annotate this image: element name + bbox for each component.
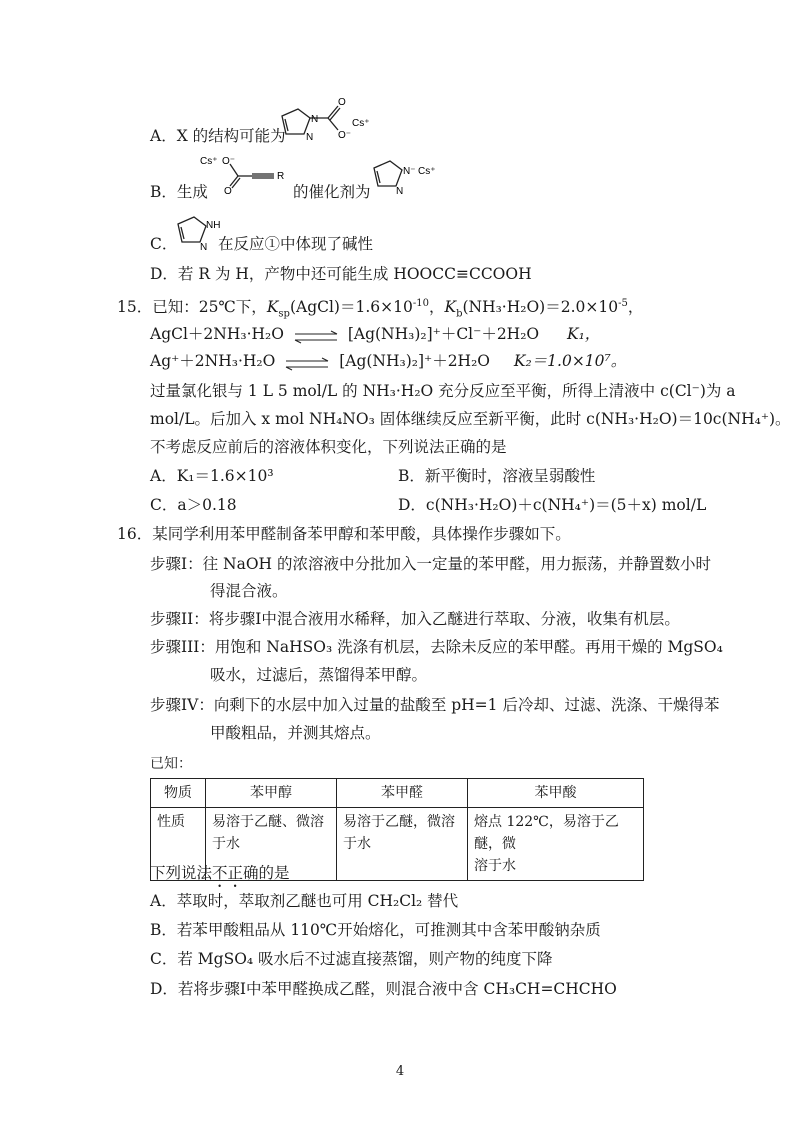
equilibrium-arrow-icon xyxy=(293,328,339,342)
ksp-subscript: sp xyxy=(278,308,290,320)
q15-option-d xyxy=(398,494,706,516)
q15-option-c-text: C．a＞0.18 xyxy=(150,496,237,514)
cesium-propiolate-structure xyxy=(200,152,292,196)
q16-option-b-text: B．若苯甲酸粗品从 110℃开始熔化，可推测其中含苯甲酸钠杂质 xyxy=(150,921,601,939)
q15-number: 15． xyxy=(117,298,153,317)
q15-equation-2 xyxy=(150,350,626,372)
o-minus-label: O⁻ xyxy=(338,130,352,141)
q16-step3-text: 步骤III：用饱和 NaHSO₃ 洗涤有机层，去除未反应的苯甲醛。再用干燥的 MgSO₄ xyxy=(150,638,723,656)
nh-label: NH xyxy=(206,220,221,231)
table-header-cell: 苯甲醇 xyxy=(206,779,337,808)
eq1-products: [Ag(NH₃)₂]⁺＋Cl⁻＋2H₂O xyxy=(347,325,540,343)
q16-step1-line2 xyxy=(210,580,288,602)
q14-option-d xyxy=(150,263,532,285)
q14-option-a xyxy=(150,125,286,147)
q14-option-c-prefix-text: C． xyxy=(150,235,178,253)
q16-question xyxy=(150,862,290,891)
q14-option-b-mid-text: 的催化剂为 xyxy=(293,183,371,201)
q16-question-emphasis: 不正 xyxy=(212,864,244,882)
equilibrium-arrow-icon xyxy=(284,355,330,369)
q15-body-1 xyxy=(150,380,736,402)
q16-option-a xyxy=(150,890,458,912)
q16-option-c xyxy=(150,948,553,970)
q15-option-a xyxy=(150,465,274,487)
q15-body-3 xyxy=(150,436,507,458)
separator: ， xyxy=(627,298,644,317)
q15-option-b xyxy=(398,465,595,487)
q16-step3-cont: 吸水，过滤后，蒸馏得苯甲醇。 xyxy=(210,666,428,684)
q16-option-a-text: A．萃取时，萃取剂乙醚也可用 CH₂Cl₂ 替代 xyxy=(150,892,459,910)
ksp-symbol: K xyxy=(266,298,279,317)
q15-option-a-text: A．K₁＝1.6×10³ xyxy=(150,467,274,485)
q14-option-b-mid xyxy=(293,181,371,203)
table-header-cell: 苯甲酸 xyxy=(468,779,644,808)
cs-plus-label: Cs⁺ xyxy=(200,156,218,167)
table-header-cell: 苯甲醛 xyxy=(337,779,468,808)
cell-line: 于水 xyxy=(212,836,240,852)
eq1-reactants: AgCl＋2NH₃·H₂O xyxy=(150,325,284,343)
pyrazole-carboxylate-structure xyxy=(268,96,383,146)
q16-option-d xyxy=(150,978,617,1000)
q15-body-3-text: 不考虑反应前后的溶液体积变化，下列说法正确的是 xyxy=(150,438,507,456)
pyrazolide-cesium-structure xyxy=(368,152,440,196)
known-label xyxy=(150,753,192,775)
eq1-k: K₁， xyxy=(567,325,601,343)
q16-step1-cont: 得混合液。 xyxy=(210,582,288,600)
q16-step4-line2 xyxy=(210,722,381,744)
n-label: N xyxy=(306,132,314,143)
q16-step3-line2 xyxy=(210,664,427,686)
pyrazole-structure xyxy=(172,208,222,252)
q15-condition: 已知：25℃下， xyxy=(152,298,267,317)
cell-line: 于水 xyxy=(343,836,371,852)
q14-option-c xyxy=(218,233,373,255)
n-label: N xyxy=(200,242,208,252)
known-label-text: 已知： xyxy=(150,756,192,772)
q15-option-b-text: B．新平衡时，溶液呈弱酸性 xyxy=(398,467,596,485)
table-row-label: 性质 xyxy=(151,808,206,881)
kb-symbol: K xyxy=(444,298,457,317)
q14-option-d-text: D．若 R 为 H，产物中还可能生成 HOOCC≡CCOOH xyxy=(150,265,532,283)
q16-step3-line1 xyxy=(150,636,723,658)
q15-option-c xyxy=(150,494,237,516)
q16-question-post: 确的是 xyxy=(243,864,290,882)
n-minus-label: N⁻ xyxy=(403,166,416,177)
table-header-row xyxy=(151,779,644,808)
q16-step2 xyxy=(150,608,680,630)
page-number: 4 xyxy=(395,1064,405,1079)
cell-line: 易溶于乙醚、微溶 xyxy=(212,814,324,830)
kb-exponent: -5 xyxy=(618,298,628,309)
q16-option-b xyxy=(150,919,601,941)
q15-equation-1 xyxy=(150,323,600,345)
q14-option-c-text: 在反应①中体现了碱性 xyxy=(218,235,374,253)
q14-option-a-text: A．X 的结构可能为 xyxy=(150,127,286,145)
q16-step4-cont: 甲酸粗品，并测其熔点。 xyxy=(210,724,381,742)
agcl-ksp-value: (AgCl)＝1.6×10 xyxy=(289,298,413,317)
table-cell xyxy=(468,808,644,881)
q16-intro-text: 某同学利用苯甲醛制备苯甲醇和苯甲酸，具体操作步骤如下。 xyxy=(152,525,571,543)
o-label: O xyxy=(224,186,232,196)
q15-body-2-text: mol/L。后加入 x mol NH₄NO₃ 固体继续反应至新平衡，此时 c(NH₃·H₂O)＝10c(NH₄⁺)。 xyxy=(150,410,791,428)
q16-step1-text: 步骤I：往 NaOH 的浓溶液中分批加入一定量的苯甲醛，用力振荡，并静置数小时 xyxy=(150,555,712,573)
q14-option-b-prefix: B．生成 xyxy=(150,183,208,201)
q16-intro xyxy=(117,523,571,545)
eq2-products: [Ag(NH₃)₂]⁺＋2H₂O xyxy=(339,352,490,370)
separator: ， xyxy=(428,298,445,317)
table-header-cell: 物质 xyxy=(151,779,206,808)
kb-subscript: b xyxy=(456,308,463,320)
cell-line: 溶于水 xyxy=(474,858,516,874)
n-label: N xyxy=(311,114,319,125)
q16-question-pre: 下列说法 xyxy=(150,864,213,882)
o-label: O xyxy=(338,97,346,108)
kb-value: (NH₃·H₂O)＝2.0×10 xyxy=(462,298,619,317)
q16-step4-text: 步骤IV：向剩下的水层中加入过量的盐酸至 pH=1 后冷却、过滤、洗涤、干燥得苯 xyxy=(150,696,720,714)
n-label: N xyxy=(396,186,404,196)
q16-step2-text: 步骤II：将步骤I中混合液用水稀释，加入乙醚进行萃取、分液，收集有机层。 xyxy=(150,610,680,628)
cell-line: 易溶于乙醚，微溶 xyxy=(343,814,455,830)
q16-option-c-text: C．若 MgSO₄ 吸水后不过滤直接蒸馏，则产物的纯度下降 xyxy=(150,950,553,968)
q15-body-2 xyxy=(150,408,791,430)
agcl-exponent: -10 xyxy=(412,298,429,309)
q16-option-d-text: D．若将步骤I中苯甲醛换成乙醛，则混合液中含 CH₃CH=CHCHO xyxy=(150,980,617,998)
q16-number: 16． xyxy=(117,525,153,543)
q15-line1 xyxy=(117,293,643,325)
eq2-reactants: Ag⁺＋2NH₃·H₂O xyxy=(150,352,276,370)
table-cell xyxy=(337,808,468,881)
q15-option-d-text: D．c(NH₃·H₂O)＋c(NH₄⁺)＝(5＋x) mol/L xyxy=(398,496,707,514)
cell-line: 熔点 122℃，易溶于乙醚，微 xyxy=(474,814,619,852)
cs-plus-label: Cs⁺ xyxy=(352,118,370,129)
o-minus-label: O⁻ xyxy=(222,156,236,167)
r-label: R xyxy=(277,171,285,182)
cs-plus-label: Cs⁺ xyxy=(418,166,436,177)
q16-step4-line1 xyxy=(150,694,719,716)
q16-step1-line1 xyxy=(150,553,711,575)
eq2-k: K₂＝1.0×10⁷。 xyxy=(513,352,627,370)
q15-body-1-text: 过量氯化银与 1 L 5 mol/L 的 NH₃·H₂O 充分反应至平衡，所得上清液中 c(Cl⁻)为 a xyxy=(150,382,736,400)
